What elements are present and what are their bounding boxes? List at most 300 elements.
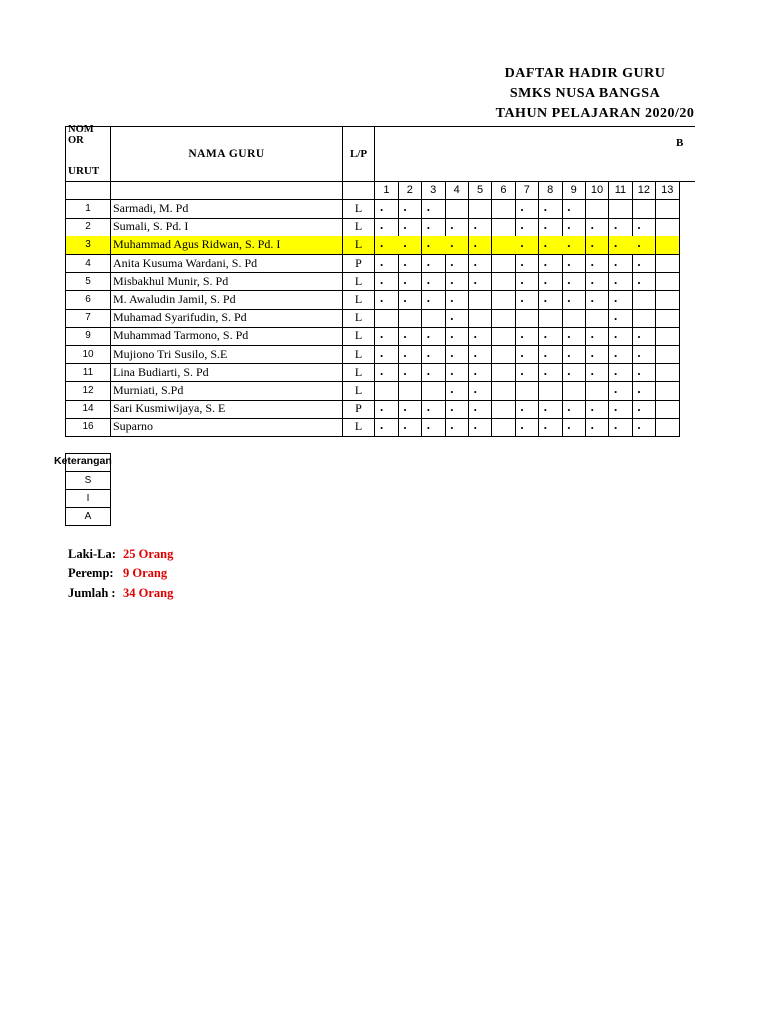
attendance-cell: [445, 236, 469, 255]
teacher-name: Sumali, S. Pd. I: [111, 218, 343, 237]
row-number: 16: [65, 418, 111, 437]
attendance-cell: [562, 200, 586, 219]
academic-year: TAHUN PELAJARAN 2020/20: [495, 106, 695, 121]
day-header: 8: [539, 182, 563, 200]
attendance-mark: .: [450, 290, 454, 305]
header-dates: [375, 126, 695, 182]
attendance-cell: [632, 218, 656, 237]
attendance-cell: [445, 218, 469, 237]
attendance-mark: .: [614, 217, 618, 233]
attendance-mark: .: [403, 417, 407, 433]
attendance-cell: [492, 236, 516, 255]
attendance-mark: .: [543, 290, 548, 305]
attendance-cell: [469, 309, 493, 328]
attendance-cell: [609, 309, 633, 328]
attendance-cell: [422, 400, 446, 419]
attendance-cell: [375, 400, 399, 419]
attendance-cell: [609, 418, 633, 437]
attendance-cell: [398, 418, 422, 437]
row-number: 4: [65, 255, 111, 274]
attendance-mark: .: [614, 344, 618, 360]
attendance-cell: [375, 418, 399, 437]
attendance-mark: .: [426, 253, 431, 269]
teacher-name: Suparno: [111, 418, 343, 437]
attendance-cell: [609, 382, 633, 401]
attendance-mark: .: [380, 290, 384, 305]
attendance-cell: [469, 364, 493, 383]
day-header: 4: [445, 182, 469, 200]
row-number: 12: [65, 382, 111, 401]
attendance-mark: .: [380, 217, 384, 233]
attendance-cell: [492, 309, 516, 328]
attendance-mark: .: [520, 199, 524, 214]
attendance-mark: .: [567, 199, 571, 214]
row-number: 3: [65, 236, 111, 255]
attendance-cell: [656, 327, 680, 346]
teacher-name: Muhammad Tarmono, S. Pd: [111, 327, 343, 346]
attendance-cell: [375, 218, 399, 237]
day-header: 11: [609, 182, 633, 200]
attendance-cell: [515, 291, 539, 310]
attendance-cell: [445, 418, 469, 437]
header-nomor-top: NOM: [68, 124, 94, 135]
attendance-mark: .: [426, 344, 431, 360]
attendance-cell: [492, 291, 516, 310]
attendance-cell: [562, 291, 586, 310]
attendance-cell: [656, 291, 680, 310]
attendance-mark: .: [426, 290, 431, 305]
attendance-mark: .: [426, 217, 431, 233]
gender-cell: L: [343, 291, 375, 310]
attendance-cell: [562, 218, 586, 237]
attendance-cell: [539, 418, 563, 437]
attendance-mark: .: [637, 235, 641, 251]
attendance-mark: .: [450, 271, 454, 287]
gender-cell: L: [343, 382, 375, 401]
attendance-cell: [539, 364, 563, 383]
attendance-cell: [609, 291, 633, 310]
attendance-mark: .: [403, 235, 407, 251]
attendance-mark: .: [520, 399, 524, 415]
attendance-cell: [469, 236, 493, 255]
attendance-cell: [632, 236, 656, 255]
attendance-cell: [586, 364, 610, 383]
attendance-cell: [422, 364, 446, 383]
attendance-mark: .: [567, 417, 571, 433]
document-title: DAFTAR HADIR GURU: [504, 66, 666, 81]
day-header: 2: [398, 182, 422, 200]
attendance-mark: .: [520, 417, 524, 433]
summary-male-value: 25 Orang: [123, 547, 174, 561]
attendance-mark: .: [567, 217, 571, 233]
attendance-cell: [539, 382, 563, 401]
attendance-mark: .: [450, 253, 454, 269]
attendance-mark: .: [403, 253, 407, 269]
attendance-cell: [609, 200, 633, 219]
attendance-cell: [562, 273, 586, 292]
attendance-cell: [422, 382, 446, 401]
attendance-cell: [562, 346, 586, 365]
attendance-mark: .: [473, 344, 477, 360]
attendance-mark: .: [426, 235, 431, 251]
teacher-name: Sari Kusmiwijaya, S. E: [111, 400, 343, 419]
attendance-cell: [375, 273, 399, 292]
attendance-cell: [375, 327, 399, 346]
attendance-cell: [632, 327, 656, 346]
attendance-mark: .: [590, 399, 594, 415]
teacher-name: Muhamad Syarifudin, S. Pd: [111, 309, 343, 328]
attendance-cell: [422, 218, 446, 237]
attendance-mark: .: [473, 235, 477, 251]
attendance-cell: [656, 273, 680, 292]
gender-cell: L: [343, 346, 375, 365]
attendance-mark: .: [637, 381, 641, 396]
attendance-cell: [609, 327, 633, 346]
attendance-cell: [562, 255, 586, 274]
attendance-mark: .: [637, 399, 641, 415]
row-number: 11: [65, 364, 111, 383]
attendance-cell: [422, 346, 446, 365]
attendance-cell: [445, 364, 469, 383]
attendance-mark: .: [473, 271, 477, 287]
day-header: 12: [632, 182, 656, 200]
attendance-cell: [515, 327, 539, 346]
spacer-nomor: [65, 182, 111, 200]
teacher-name: Lina Budiarti, S. Pd: [111, 364, 343, 383]
attendance-cell: [515, 346, 539, 365]
attendance-mark: .: [543, 235, 548, 251]
attendance-mark: .: [473, 399, 477, 415]
teacher-name: Anita Kusuma Wardani, S. Pd: [111, 255, 343, 274]
attendance-mark: .: [380, 235, 384, 251]
attendance-cell: [609, 273, 633, 292]
attendance-cell: [562, 418, 586, 437]
attendance-cell: [632, 418, 656, 437]
attendance-cell: [515, 273, 539, 292]
attendance-cell: [422, 200, 446, 219]
attendance-cell: [398, 218, 422, 237]
attendance-mark: .: [473, 253, 477, 269]
attendance-mark: .: [473, 217, 477, 233]
attendance-cell: [492, 255, 516, 274]
summary-total-label: Jumlah :: [68, 586, 116, 600]
attendance-cell: [422, 273, 446, 292]
header-lp-label: L/P: [349, 148, 368, 160]
attendance-cell: [492, 382, 516, 401]
attendance-cell: [422, 255, 446, 274]
attendance-cell: [539, 400, 563, 419]
attendance-cell: [398, 327, 422, 346]
attendance-mark: .: [637, 362, 641, 378]
day-header: 9: [562, 182, 586, 200]
legend-item-a: A: [65, 508, 111, 526]
attendance-mark: .: [520, 362, 524, 378]
attendance-cell: [586, 400, 610, 419]
legend-item-s: S: [65, 472, 111, 490]
attendance-cell: [539, 218, 563, 237]
attendance-cell: [656, 418, 680, 437]
attendance-cell: [515, 309, 539, 328]
attendance-mark: .: [403, 362, 407, 378]
attendance-cell: [539, 327, 563, 346]
attendance-cell: [586, 418, 610, 437]
attendance-mark: .: [403, 326, 407, 342]
row-number: 6: [65, 291, 111, 310]
attendance-cell: [469, 346, 493, 365]
attendance-mark: .: [520, 290, 524, 305]
attendance-mark: .: [450, 308, 454, 324]
header-nomor: [65, 126, 111, 163]
attendance-cell: [469, 291, 493, 310]
attendance-cell: [656, 400, 680, 419]
attendance-cell: [656, 364, 680, 383]
attendance-mark: .: [543, 326, 548, 342]
attendance-cell: [445, 309, 469, 328]
attendance-mark: .: [614, 290, 618, 305]
attendance-cell: [562, 309, 586, 328]
attendance-cell: [656, 200, 680, 219]
attendance-mark: .: [426, 362, 431, 378]
attendance-cell: [515, 382, 539, 401]
attendance-cell: [656, 236, 680, 255]
attendance-cell: [398, 382, 422, 401]
attendance-cell: [398, 346, 422, 365]
attendance-cell: [539, 346, 563, 365]
attendance-mark: .: [426, 271, 431, 287]
school-name: SMKS NUSA BANGSA: [509, 86, 661, 101]
day-header: 13: [656, 182, 680, 200]
row-number: 5: [65, 273, 111, 292]
legend-title: Keterangan: [54, 455, 112, 467]
attendance-mark: .: [520, 326, 524, 342]
attendance-cell: [562, 236, 586, 255]
teacher-name: Sarmadi, M. Pd: [111, 200, 343, 219]
attendance-mark: .: [380, 399, 384, 415]
attendance-mark: .: [590, 417, 594, 433]
attendance-cell: [609, 364, 633, 383]
attendance-cell: [398, 255, 422, 274]
attendance-cell: [539, 309, 563, 328]
attendance-mark: .: [543, 344, 548, 360]
attendance-mark: .: [614, 326, 618, 342]
attendance-cell: [515, 218, 539, 237]
attendance-mark: .: [567, 235, 571, 251]
attendance-cell: [469, 200, 493, 219]
attendance-mark: .: [543, 253, 548, 269]
gender-cell: L: [343, 218, 375, 237]
attendance-cell: [586, 218, 610, 237]
spacer-nama: [111, 182, 343, 200]
attendance-mark: .: [380, 417, 384, 433]
header-urut: [65, 163, 111, 182]
attendance-cell: [469, 327, 493, 346]
attendance-mark: .: [567, 326, 571, 342]
attendance-mark: .: [543, 417, 548, 433]
attendance-cell: [656, 346, 680, 365]
attendance-mark: .: [614, 381, 618, 396]
attendance-cell: [445, 400, 469, 419]
day-header: 7: [515, 182, 539, 200]
attendance-mark: .: [520, 253, 524, 269]
attendance-mark: .: [637, 326, 641, 342]
attendance-cell: [422, 309, 446, 328]
attendance-cell: [398, 200, 422, 219]
attendance-cell: [632, 273, 656, 292]
attendance-cell: [469, 218, 493, 237]
attendance-mark: .: [590, 290, 594, 305]
gender-cell: L: [343, 200, 375, 219]
attendance-mark: .: [614, 362, 618, 378]
attendance-mark: .: [473, 417, 477, 433]
summary-total-value: 34 Orang: [123, 586, 174, 600]
attendance-cell: [492, 218, 516, 237]
attendance-cell: [632, 255, 656, 274]
attendance-cell: [469, 255, 493, 274]
attendance-cell: [586, 236, 610, 255]
attendance-mark: .: [614, 399, 618, 415]
attendance-cell: [632, 364, 656, 383]
attendance-cell: [562, 327, 586, 346]
attendance-cell: [445, 346, 469, 365]
attendance-mark: .: [567, 362, 571, 378]
day-header: 6: [492, 182, 516, 200]
teacher-name: Mujiono Tri Susilo, S.E: [111, 346, 343, 365]
attendance-mark: .: [590, 235, 594, 251]
attendance-mark: .: [473, 326, 477, 342]
attendance-mark: .: [450, 235, 454, 251]
attendance-cell: [656, 309, 680, 328]
header-nomor-mid: OR: [68, 135, 84, 146]
attendance-cell: [492, 327, 516, 346]
attendance-cell: [398, 400, 422, 419]
attendance-mark: .: [590, 344, 594, 360]
attendance-mark: .: [473, 362, 477, 378]
attendance-cell: [469, 382, 493, 401]
gender-cell: L: [343, 273, 375, 292]
attendance-cell: [445, 327, 469, 346]
attendance-cell: [398, 236, 422, 255]
attendance-cell: [609, 346, 633, 365]
attendance-mark: .: [403, 399, 407, 415]
attendance-cell: [539, 255, 563, 274]
attendance-cell: [375, 255, 399, 274]
attendance-cell: [469, 273, 493, 292]
attendance-mark: .: [380, 326, 384, 342]
gender-cell: L: [343, 236, 375, 255]
row-number: 7: [65, 309, 111, 328]
attendance-mark: .: [403, 290, 407, 305]
attendance-cell: [539, 291, 563, 310]
attendance-mark: .: [380, 344, 384, 360]
attendance-cell: [492, 418, 516, 437]
attendance-mark: .: [637, 417, 641, 433]
attendance-mark: .: [450, 362, 454, 378]
attendance-cell: [632, 309, 656, 328]
attendance-cell: [609, 218, 633, 237]
attendance-mark: .: [614, 417, 618, 433]
attendance-mark: .: [380, 253, 384, 269]
day-header: 10: [586, 182, 610, 200]
attendance-mark: .: [380, 271, 384, 287]
attendance-cell: [586, 309, 610, 328]
attendance-mark: .: [543, 362, 548, 378]
attendance-cell: [632, 291, 656, 310]
attendance-cell: [632, 346, 656, 365]
attendance-cell: [515, 418, 539, 437]
attendance-cell: [492, 364, 516, 383]
gender-cell: P: [343, 400, 375, 419]
row-number: 2: [65, 218, 111, 237]
attendance-mark: .: [543, 217, 548, 233]
row-number: 9: [65, 327, 111, 346]
header-dates-label: B: [676, 137, 684, 149]
attendance-cell: [586, 200, 610, 219]
attendance-cell: [398, 273, 422, 292]
attendance-mark: .: [614, 235, 618, 251]
attendance-cell: [656, 382, 680, 401]
attendance-cell: [375, 382, 399, 401]
summary-male-label: Laki-La:: [68, 547, 116, 561]
attendance-cell: [445, 200, 469, 219]
attendance-mark: .: [403, 344, 407, 360]
attendance-mark: .: [426, 326, 431, 342]
attendance-mark: .: [403, 217, 407, 233]
attendance-cell: [586, 382, 610, 401]
attendance-mark: .: [543, 199, 548, 214]
day-header: 5: [469, 182, 493, 200]
attendance-cell: [398, 309, 422, 328]
attendance-cell: [492, 400, 516, 419]
attendance-mark: .: [614, 253, 618, 269]
gender-cell: L: [343, 364, 375, 383]
attendance-cell: [586, 291, 610, 310]
header-urut-label: URUT: [68, 165, 100, 177]
attendance-cell: [609, 236, 633, 255]
attendance-cell: [375, 236, 399, 255]
attendance-mark: .: [543, 399, 548, 415]
attendance-mark: .: [450, 326, 454, 342]
attendance-mark: .: [637, 344, 641, 360]
attendance-cell: [398, 291, 422, 310]
attendance-mark: .: [520, 235, 524, 251]
attendance-cell: [375, 346, 399, 365]
attendance-mark: .: [543, 271, 548, 287]
spacer-lp: [343, 182, 375, 200]
attendance-cell: [375, 200, 399, 219]
attendance-cell: [469, 400, 493, 419]
attendance-cell: [586, 255, 610, 274]
gender-cell: L: [343, 309, 375, 328]
attendance-cell: [632, 400, 656, 419]
gender-cell: P: [343, 255, 375, 274]
attendance-cell: [609, 255, 633, 274]
summary-female-value: 9 Orang: [123, 566, 168, 580]
attendance-cell: [539, 200, 563, 219]
gender-cell: L: [343, 418, 375, 437]
teacher-name: M. Awaludin Jamil, S. Pd: [111, 291, 343, 310]
row-number: 10: [65, 346, 111, 365]
attendance-mark: .: [590, 326, 594, 342]
attendance-cell: [515, 364, 539, 383]
attendance-cell: [422, 236, 446, 255]
attendance-cell: [562, 400, 586, 419]
attendance-cell: [375, 291, 399, 310]
attendance-mark: .: [450, 399, 454, 415]
attendance-cell: [492, 273, 516, 292]
attendance-cell: [515, 255, 539, 274]
legend-header-box: [65, 453, 111, 472]
attendance-mark: .: [426, 399, 431, 415]
